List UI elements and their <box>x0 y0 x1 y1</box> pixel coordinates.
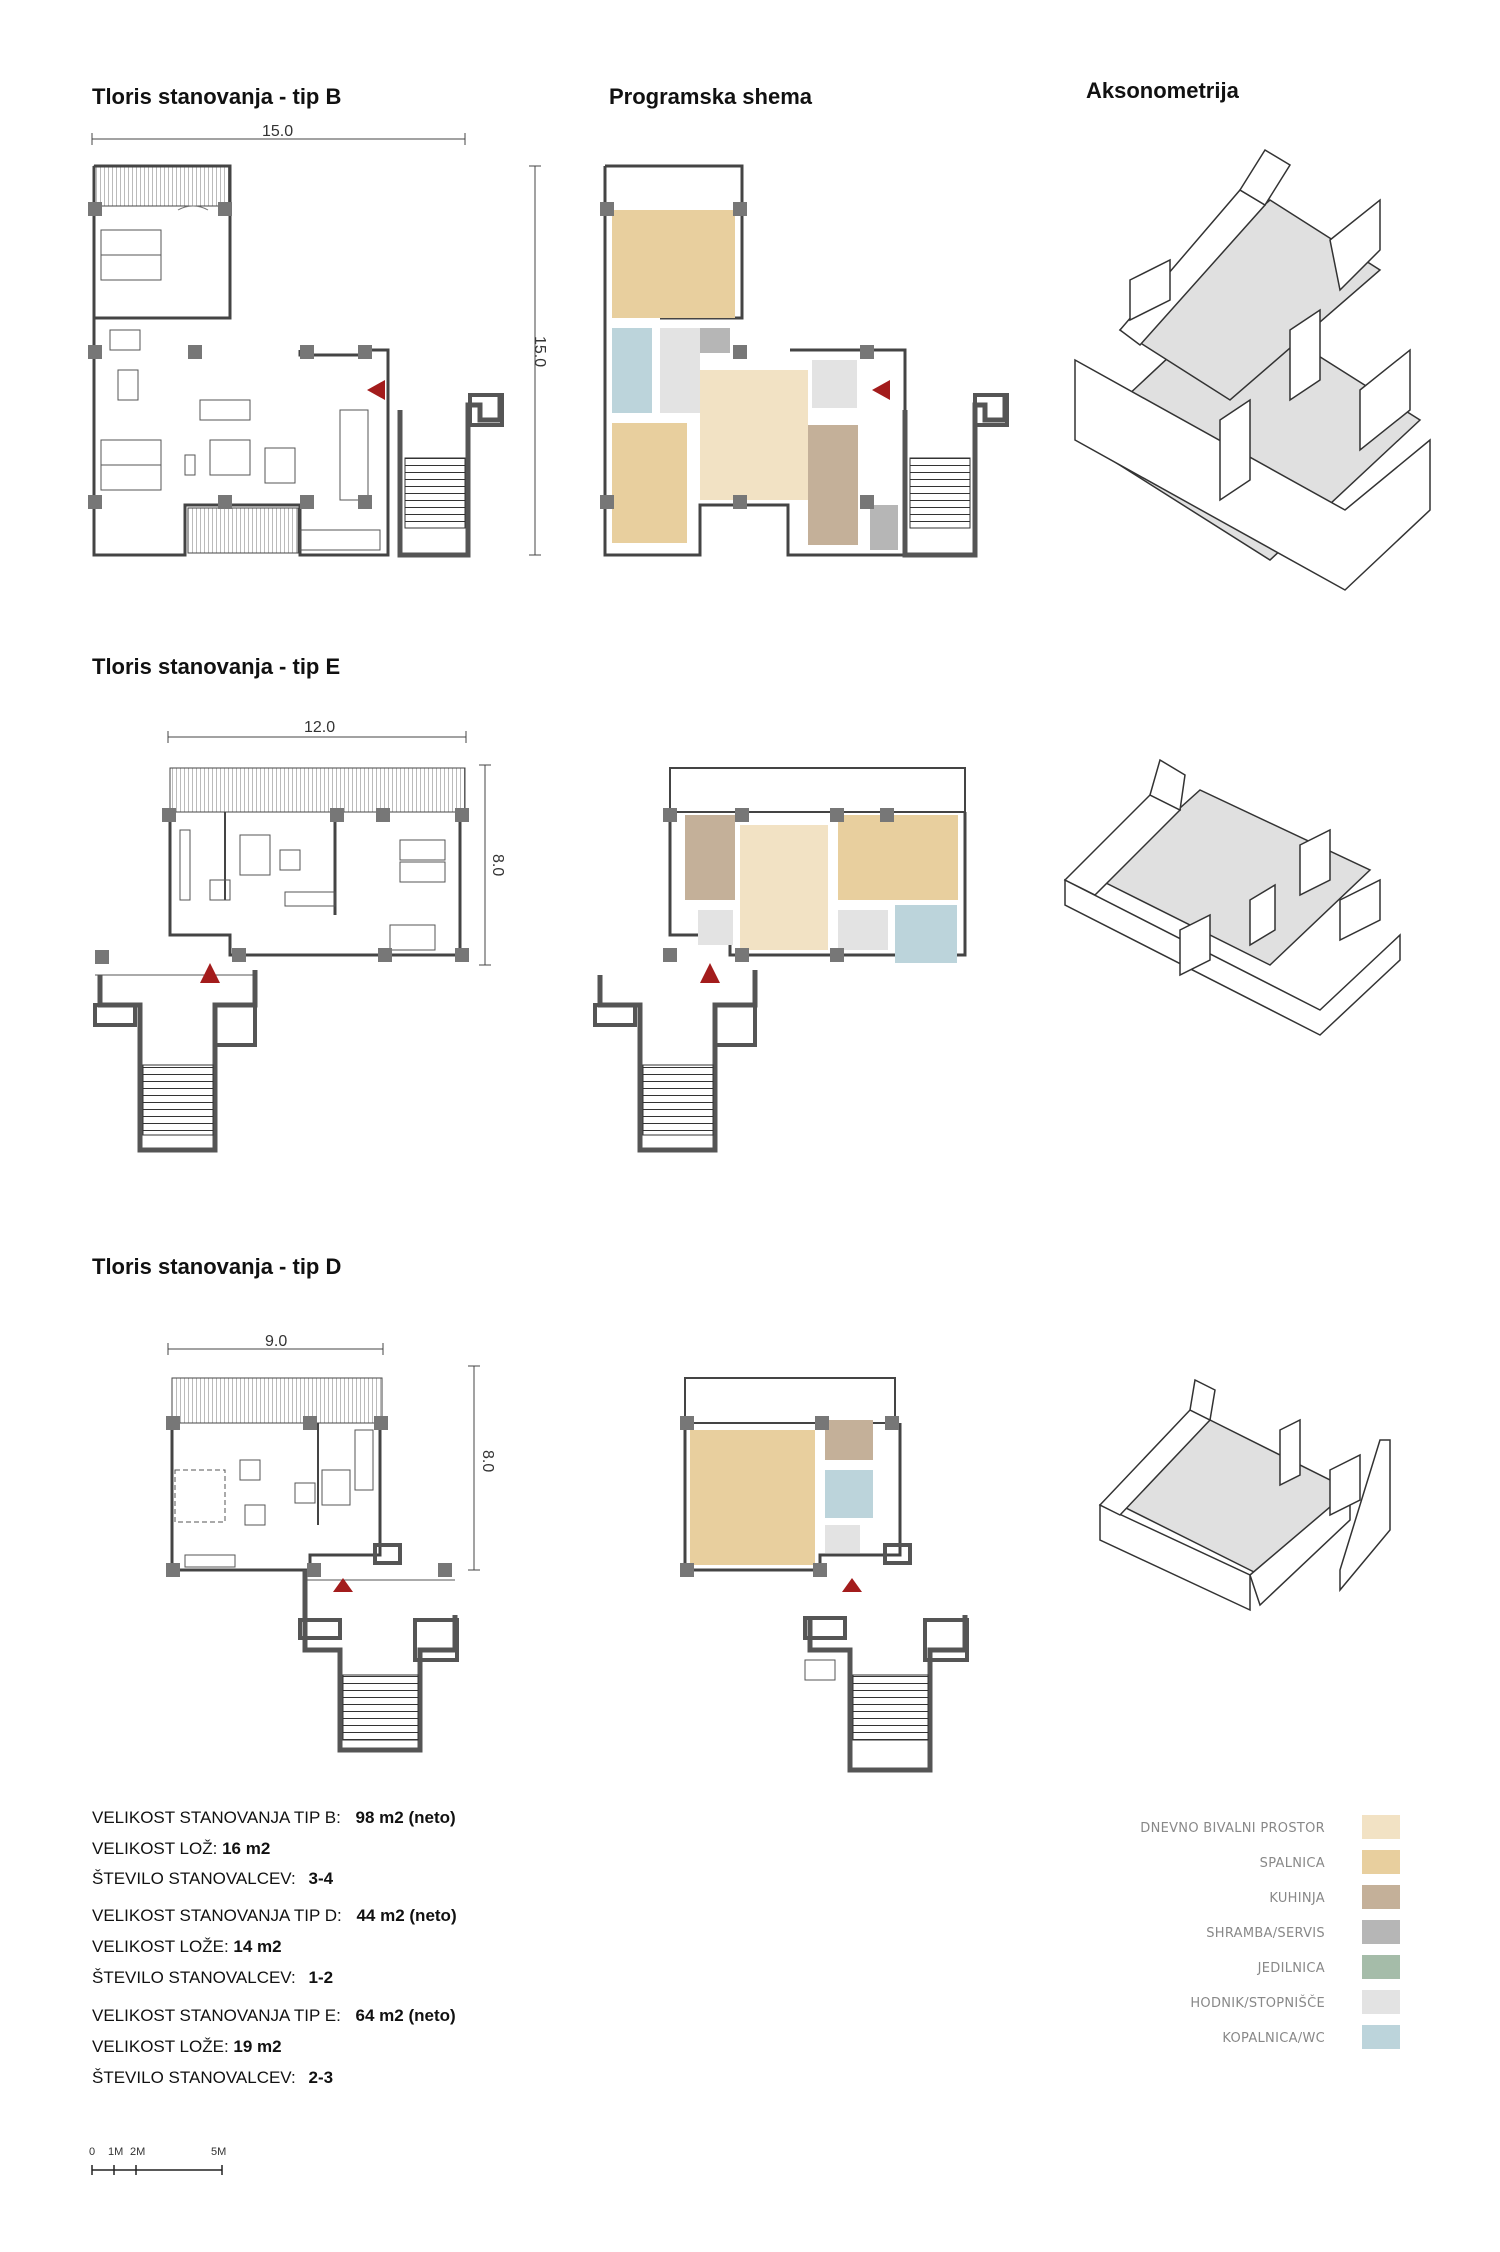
axonometry-title: Aksonometrija <box>1086 78 1239 103</box>
info-e-residents-value: 2-3 <box>308 2068 334 2087</box>
info-e-loggia <box>92 2037 282 2057</box>
legend-swatch-0 <box>1362 1815 1400 1839</box>
legend-label-5: HODNIK/STOPNIŠČE <box>1190 1996 1325 2011</box>
info-b-loggia-label: VELIKOST LOŽ: <box>92 1839 218 1858</box>
dimension-b-width: 15.0 <box>262 123 294 140</box>
legend-label-2: KUHINJA <box>1269 1891 1325 1906</box>
dimension-e-width: 12.0 <box>304 719 336 736</box>
info-d-loggia <box>92 1937 282 1957</box>
dimension-d-height: 8.0 <box>479 1450 496 1473</box>
program-scheme-d <box>680 1378 967 1770</box>
info-d-residents-value: 1-2 <box>308 1968 334 1987</box>
info-e-loggia-value: 19 m2 <box>233 2037 282 2056</box>
info-d-loggia-value: 14 m2 <box>233 1937 282 1956</box>
legend-swatch-6 <box>1362 2025 1400 2049</box>
info-b-size-label: VELIKOST STANOVANJA TIP B: <box>92 1808 341 1827</box>
info-e-size <box>92 2006 456 2026</box>
info-d-loggia-label: VELIKOST LOŽE: <box>92 1937 229 1956</box>
info-b-residents-label: ŠTEVILO STANOVALCEV: <box>92 1869 296 1888</box>
info-e-residents <box>92 2068 333 2088</box>
plan-d-title: Tloris stanovanja - tip D <box>92 1254 342 1279</box>
axonometry-d <box>1100 1380 1390 1610</box>
info-b-size-value: 98 m2 (neto) <box>355 1808 456 1827</box>
info-e-loggia-label: VELIKOST LOŽE: <box>92 2037 229 2056</box>
plan-b-title: Tloris stanovanja - tip B <box>92 84 342 109</box>
legend-label-6: KOPALNICA/WC <box>1222 2031 1325 2046</box>
info-b-residents-value: 3-4 <box>308 1869 334 1888</box>
scale-bar <box>92 2165 222 2175</box>
info-d-residents <box>92 1968 333 1988</box>
info-e-size-value: 64 m2 (neto) <box>355 2006 456 2025</box>
info-b-loggia <box>92 1839 270 1859</box>
info-b-residents <box>92 1869 333 1889</box>
scheme-title: Programska shema <box>609 84 812 109</box>
legend-label-3: SHRAMBA/SERVIS <box>1206 1926 1325 1941</box>
dimension-lines <box>92 133 541 1570</box>
program-scheme-b <box>600 166 1007 555</box>
legend-swatch-4 <box>1362 1955 1400 1979</box>
info-b-loggia-value: 16 m2 <box>222 1839 271 1858</box>
floor-plan-d <box>166 1378 457 1750</box>
plan-e-title: Tloris stanovanja - tip E <box>92 654 341 679</box>
floor-plan-e <box>95 768 469 1150</box>
scale-label-5m: 5M <box>211 2146 227 2158</box>
dimension-d-width: 9.0 <box>265 1333 288 1350</box>
legend-swatch-2 <box>1362 1885 1400 1909</box>
scale-label-0: 0 <box>89 2146 96 2158</box>
program-scheme-e <box>595 768 965 1150</box>
info-d-size-label: VELIKOST STANOVANJA TIP D: <box>92 1906 342 1925</box>
dimension-b-height: 15.0 <box>531 336 548 368</box>
scale-label-2m: 2M <box>130 2146 146 2158</box>
legend-swatch-1 <box>1362 1850 1400 1874</box>
axonometry-b <box>1075 150 1430 590</box>
legend-swatch-5 <box>1362 1990 1400 2014</box>
info-d-size-value: 44 m2 (neto) <box>356 1906 457 1925</box>
axonometry-e <box>1065 760 1400 1035</box>
info-b-size <box>92 1808 456 1828</box>
dimension-e-height: 8.0 <box>489 854 506 877</box>
legend-label-1: SPALNICA <box>1259 1856 1325 1871</box>
info-e-size-label: VELIKOST STANOVANJA TIP E: <box>92 2006 341 2025</box>
legend-label-0: DNEVNO BIVALNI PROSTOR <box>1140 1821 1325 1836</box>
legend-swatch-3 <box>1362 1920 1400 1944</box>
scale-label-1m: 1M <box>108 2146 124 2158</box>
legend-label-4: JEDILNICA <box>1257 1961 1325 1976</box>
info-e-residents-label: ŠTEVILO STANOVALCEV: <box>92 2068 296 2087</box>
info-d-size <box>92 1906 457 1926</box>
legend <box>940 1810 1500 2070</box>
floor-plan-b <box>88 166 502 555</box>
info-d-residents-label: ŠTEVILO STANOVALCEV: <box>92 1968 296 1987</box>
